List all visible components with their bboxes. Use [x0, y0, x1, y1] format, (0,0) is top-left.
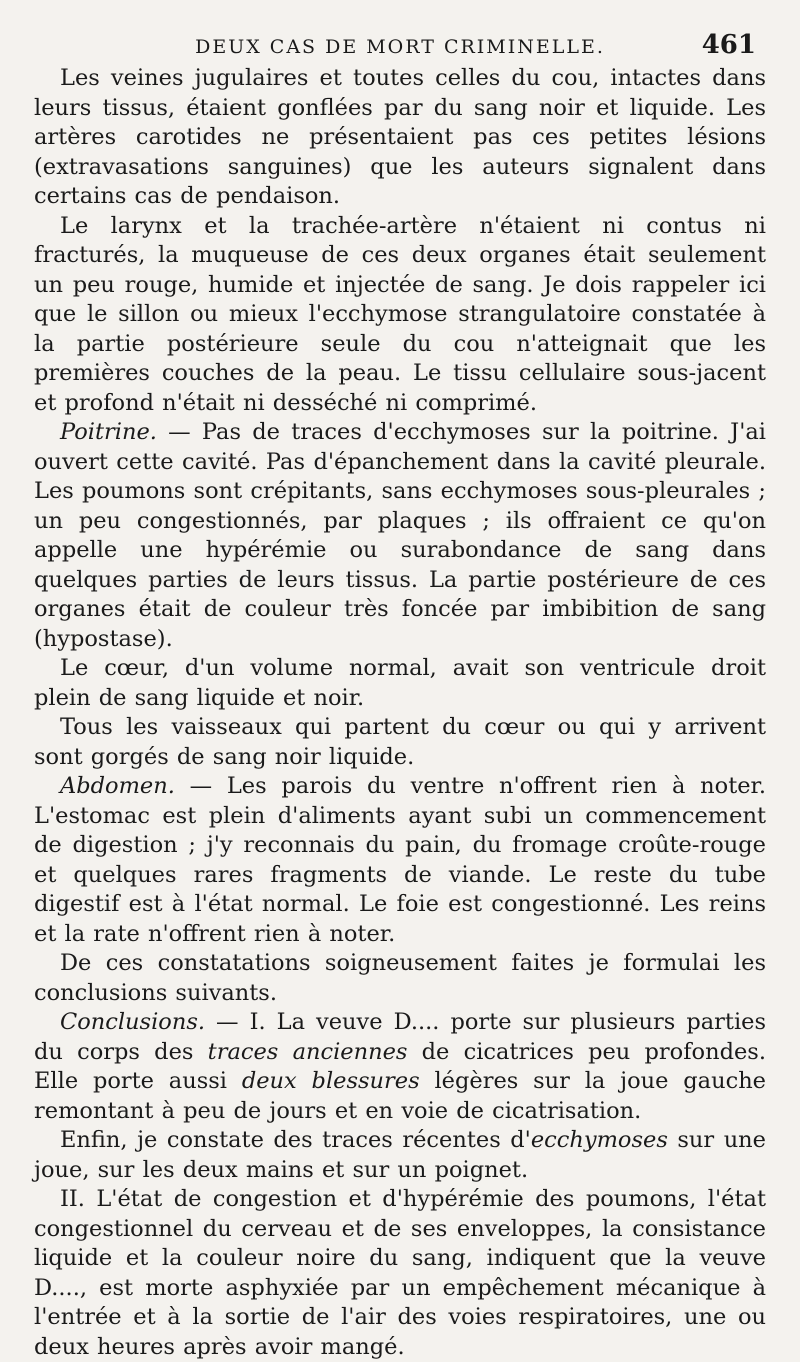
- paragraph-text: sur une joue, sur les deux mains et sur un poignet.: [34, 1127, 766, 1183]
- paragraph-text: — Pas de traces d'ecchymoses sur la poitrine. J'ai ouvert cette cavité. Pas d'épanchement dans la cavité pleurale. Les poumons sont crépitants, sans ecchymoses sous-pleurales ; un peu congestionnés, par plaques ; ils offraient ce qu'on appelle une hypérémie ou surabondance de sang dans quelques parties de leurs tissus. La partie postérieure de ces organes était de couleur très foncée par imbibition de sang (hypostase).: [34, 419, 766, 652]
- paragraph-conclusion-ii: [34, 1185, 766, 1362]
- paragraph-text: De ces constatations soigneusement faites je formulai les conclusions suivants.: [34, 950, 766, 1006]
- paragraph-text: — I. La veuve D.... porte sur plusieurs parties du corps des: [34, 1009, 766, 1065]
- body-text: [34, 64, 766, 1362]
- paragraph-vaisseaux: [34, 713, 766, 772]
- paragraph-jugular-veins: [34, 64, 766, 212]
- paragraph-text: Le larynx et la trachée-artère n'étaient ni contus ni fracturés, la muqueuse de ces deux organes était seulement un peu rouge, humide et injectée de sang. Je dois rappeler ici que le sillon ou mieux l'ecchymose strangulatoire constatée à la partie postérieure seule du cou n'atteignait que les premières couches de la peau. Le tissu cellulaire sous-jacent et profond n'était ni desséché ni comprimé.: [34, 212, 766, 416]
- section-lead: Poitrine.: [60, 419, 157, 445]
- running-head: [34, 30, 766, 64]
- paragraph-text: Le cœur, d'un volume normal, avait son ventricule droit plein de sang liquide et noir.: [34, 655, 766, 711]
- paragraph-text: Enfin, je constate des traces récentes d': [60, 1127, 531, 1153]
- paragraph-text: Les veines jugulaires et toutes celles du cou, intactes dans leurs tissus, étaient gonflées par du sang noir et liquide. Les artères carotides ne présentaient pas ces petites lésions (extravasations sanguines) que les auteurs signalent dans certains cas de pendaison.: [34, 65, 766, 209]
- paragraph-abdomen: [34, 772, 766, 949]
- paragraph-constatations: [34, 949, 766, 1008]
- paragraph-text: légères sur la joue gauche remontant à peu de jours et en voie de cicatrisation.: [34, 1068, 766, 1124]
- section-lead: Conclusions.: [60, 1009, 206, 1035]
- paragraph-larynx: [34, 212, 766, 419]
- paragraph-coeur: [34, 654, 766, 713]
- paragraph-conclusions: [34, 1008, 766, 1126]
- italic-phrase: deux blessures: [241, 1068, 420, 1094]
- paragraph-poitrine: [34, 418, 766, 654]
- italic-phrase: ecchymoses: [530, 1127, 668, 1153]
- paragraph-text: de cicatrices peu profondes. Elle porte aussi: [34, 1038, 766, 1094]
- paragraph-text: — Les parois du ventre n'offrent rien à noter. L'estomac est plein d'aliments ayant subi un commencement de digestion ; j'y reconnais du pain, du fromage croûte-rouge et quelques rares fragments de viande. Le reste du tube digestif est à l'état normal. Le foie est congestionné. Les reins et la rate n'offrent rien à noter.: [34, 773, 766, 947]
- running-title: DEUX CAS DE MORT CRIMINELLE.: [195, 36, 605, 58]
- paragraph-text: Tous les vaisseaux qui partent du cœur ou qui y arrivent sont gorgés de sang noir liquide.: [34, 714, 766, 770]
- paragraph-text: II. L'état de congestion et d'hypérémie des poumons, l'état congestionnel du cerveau et de ses enveloppes, la consistance liquide et la couleur noire du sang, indiquent que la veuve D...., est morte asphyxiée par un empêchement mécanique à l'entrée et à la sortie de l'air des voies respiratoires, une ou deux heures après avoir mangé.: [34, 1186, 766, 1360]
- paragraph-enfin: [34, 1126, 766, 1185]
- section-lead: Abdomen.: [60, 773, 175, 799]
- page-number: 461: [701, 30, 756, 60]
- italic-phrase: traces anciennes: [207, 1038, 408, 1065]
